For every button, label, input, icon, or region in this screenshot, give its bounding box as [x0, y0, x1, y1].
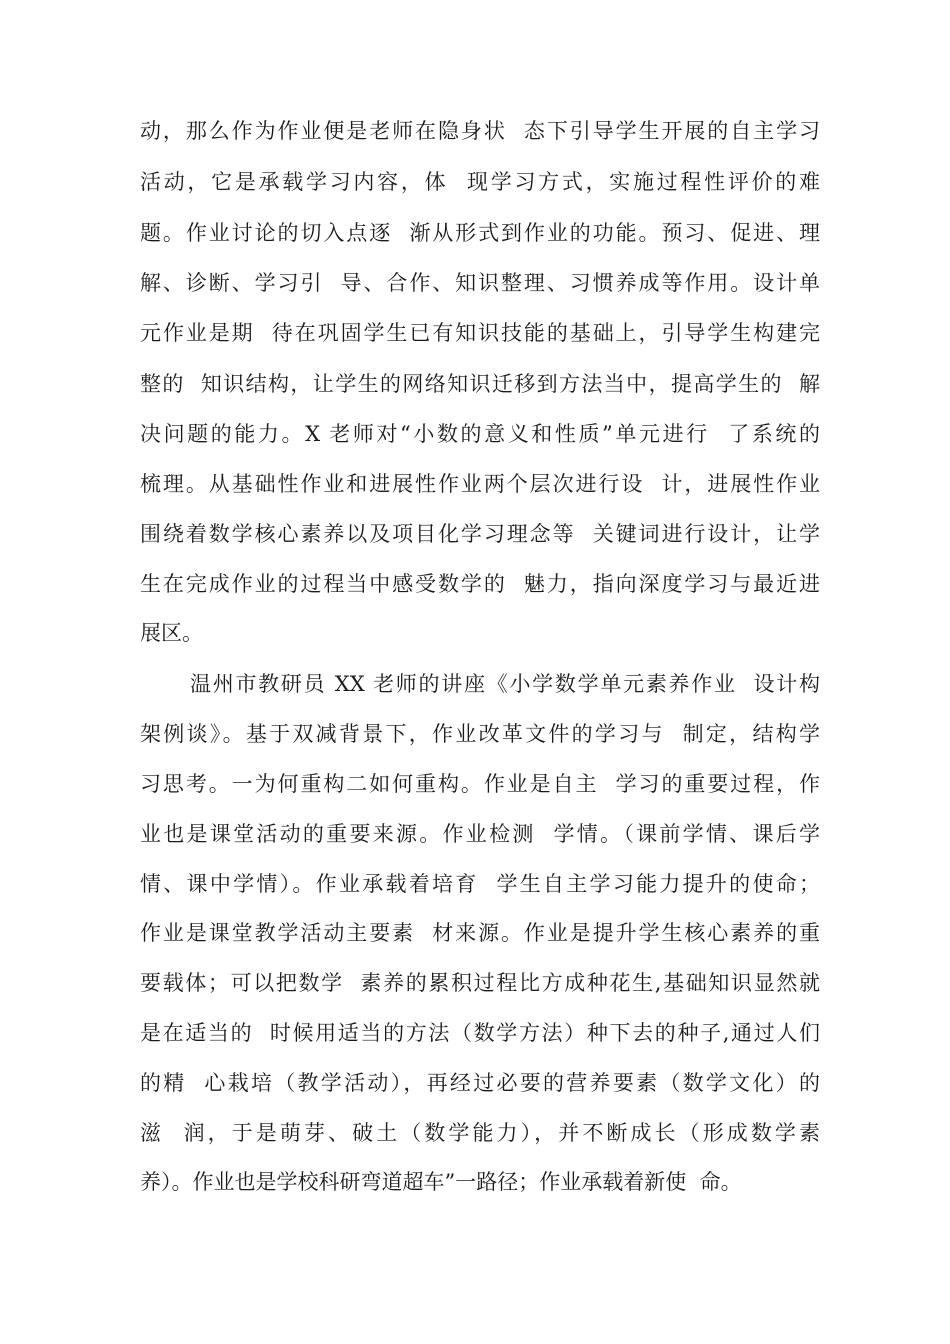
- paragraph-2-line-1: 温州市教研员 XX 老师的讲座《小学数学单元素养作业 设计构: [190, 672, 820, 696]
- paragraph-1-line-9: 围绕着数学核心素养以及项目化学习理念等 关键词进行设计，让学: [140, 522, 820, 546]
- paragraph-1-line-4: 解、诊断、学习引 导、合作、知识整理、习惯养成等作用。设计单: [140, 271, 820, 295]
- paragraph-1-line-8: 梳理。从基础性作业和进展性作业两个层次进行设 计，进展性作业: [140, 472, 820, 496]
- paragraph-2-line-3: 习思考。一为何重构二如何重构。作业是自主 学习的重要过程，作: [140, 772, 820, 796]
- paragraph-2-line-5: 情、课中学情）。作业承载着培育 学生自主学习能力提升的使命；: [140, 872, 820, 896]
- paragraph-1-line-3: 题。作业讨论的切入点逐 渐从形式到作业的功能。预习、促进、理: [140, 221, 820, 245]
- paragraph-2-line-4: 业也是课堂活动的重要来源。作业检测 学情。（课前学情、课后学: [140, 822, 820, 846]
- paragraph-1-line-2: 活动，它是承载学习内容，体 现学习方式，实施过程性评价的难: [140, 170, 820, 194]
- paragraph-2-line-10: 滋 润，于是萌芽、破土（数学能力），并不断成长（形成数学素: [140, 1121, 820, 1145]
- paragraph-1-line-10: 生在完成作业的过程当中感受数学的 魅力，指向深度学习与最近进: [140, 572, 820, 596]
- paragraph-2-line-9: 的精 心栽培（教学活动），再经过必要的营养要素（数学文化）的: [140, 1071, 820, 1095]
- paragraph-2-line-7: 要载体；可以把数学 素养的累积过程比方成种花生,基础知识显然就: [140, 971, 820, 995]
- paragraph-2-line-8: 是在适当的 时候用适当的方法（数学方法）种下去的种子,通过人们: [140, 1021, 820, 1045]
- paragraph-1-line-7: 决问题的能力。X 老师对“小数的意义和性质”单元进行 了系统的: [140, 422, 820, 446]
- paragraph-1-line-11: 展区。: [140, 621, 203, 645]
- paragraph-2-line-6: 作业是课堂教学活动主要素 材来源。作业是提升学生核心素养的重: [140, 921, 820, 945]
- paragraph-1-line-1: 动，那么作为作业便是老师在隐身状 态下引导学生开展的自主学习: [140, 119, 820, 143]
- paragraph-2-line-2: 架例谈》。基于双减背景下，作业改革文件的学习与 制定，结构学: [140, 722, 820, 746]
- paragraph-2-line-11: 养）。作业也是学校科研弯道超车”一路径；作业承载着新使 命。: [140, 1170, 742, 1194]
- paragraph-1-line-6: 整的 知识结构，让学生的网络知识迁移到方法当中，提高学生的 解: [140, 372, 820, 396]
- paragraph-1-line-5: 元作业是期 待在巩固学生已有知识技能的基础上，引导学生构建完: [140, 321, 820, 345]
